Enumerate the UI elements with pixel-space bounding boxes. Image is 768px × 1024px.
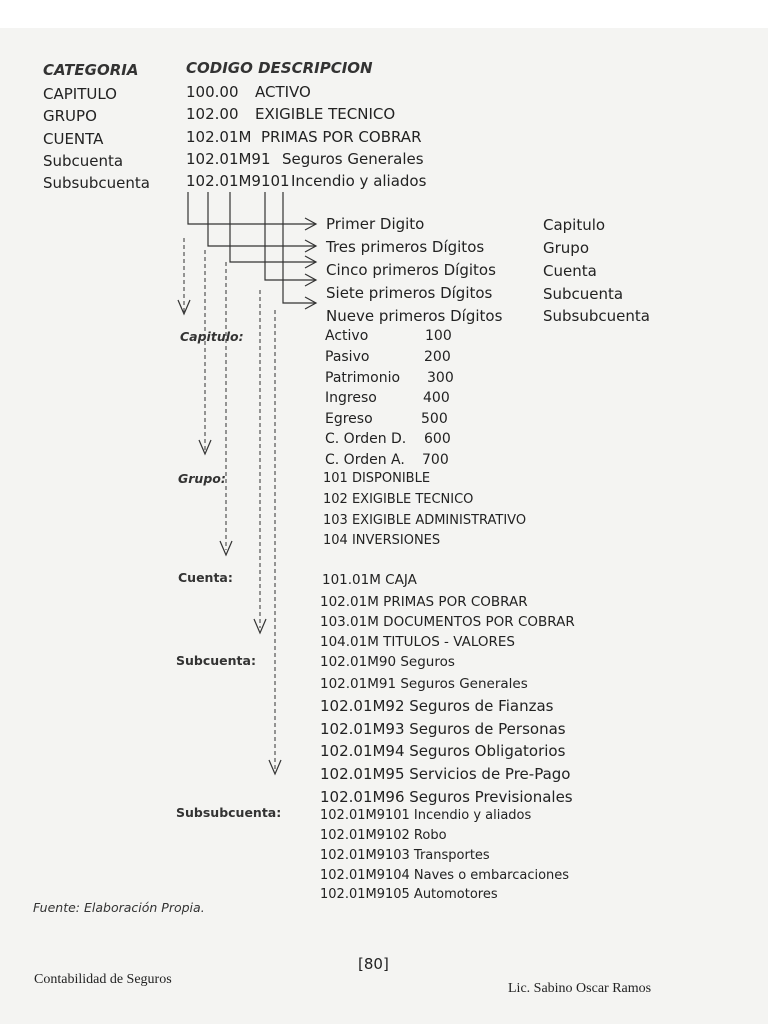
subcuenta-item: 102.01M96 Seguros Previsionales — [320, 788, 573, 806]
row-description: PRIMAS POR COBRAR — [261, 128, 422, 146]
section-label-capitulo: Capitulo: — [180, 329, 244, 344]
capitulo-code: 100 — [425, 328, 452, 344]
capitulo-name: Activo — [325, 328, 369, 344]
row-description: EXIGIBLE TECNICO — [255, 105, 396, 123]
connector-line — [208, 192, 316, 246]
section-label-subcuenta: Subcuenta: — [176, 653, 256, 668]
subsubcuenta-item: 102.01M9103 Transportes — [320, 848, 490, 863]
capitulo-code: 600 — [424, 431, 451, 447]
subsubcuenta-item: 102.01M9102 Robo — [320, 828, 447, 843]
row-description: Seguros Generales — [282, 150, 424, 168]
capitulo-code: 300 — [427, 370, 454, 386]
capitulo-name: Egreso — [325, 411, 373, 427]
grupo-item: 103 EXIGIBLE ADMINISTRATIVO — [323, 513, 527, 528]
row-code: 102.01M91 — [186, 150, 271, 168]
section-label-subsubcuenta: Subsubcuenta: — [176, 805, 282, 820]
subcuenta-item: 102.01M91 Seguros Generales — [320, 676, 528, 692]
capitulo-code: 400 — [423, 390, 450, 406]
row-category: CUENTA — [43, 130, 104, 148]
cuenta-item: 104.01M TITULOS - VALORES — [320, 634, 515, 650]
row-code: 102.01M9101 — [186, 172, 290, 190]
subcuenta-item: 102.01M90 Seguros — [320, 654, 455, 670]
header-codigo-descripcion: CODIGO DESCRIPCION — [186, 59, 373, 77]
page-number: [80] — [358, 955, 389, 973]
source-note: Fuente: Elaboración Propia. — [33, 900, 205, 915]
digit-level: Grupo — [543, 239, 589, 257]
row-category: Subsubcuenta — [43, 174, 150, 192]
subcuenta-item: 102.01M95 Servicios de Pre-Pago — [320, 765, 571, 783]
row-code: 100.00 — [186, 83, 239, 101]
grupo-item: 104 INVERSIONES — [323, 533, 441, 548]
grupo-item: 102 EXIGIBLE TECNICO — [323, 492, 474, 507]
connector-line — [283, 192, 316, 303]
row-category: GRUPO — [43, 107, 97, 125]
subcuenta-item: 102.01M94 Seguros Obligatorios — [320, 742, 566, 760]
capitulo-code: 200 — [424, 349, 451, 365]
row-description: Incendio y aliados — [291, 172, 427, 190]
section-label-cuenta: Cuenta: — [178, 570, 233, 585]
digit-level: Subsubcuenta — [543, 307, 650, 325]
digit-text: Tres primeros Dígitos — [326, 238, 485, 256]
footer-right: Lic. Sabino Oscar Ramos — [508, 981, 652, 996]
cuenta-item: 103.01M DOCUMENTOS POR COBRAR — [320, 614, 575, 630]
row-description: ACTIVO — [255, 83, 311, 101]
digit-text: Cinco primeros Dígitos — [326, 261, 496, 279]
footer-left: Contabilidad de Seguros — [34, 972, 172, 987]
capitulo-name: Patrimonio — [325, 370, 401, 386]
capitulo-name: C. Orden A. — [325, 452, 405, 468]
subsubcuenta-item: 102.01M9105 Automotores — [320, 887, 498, 902]
section-label-grupo: Grupo: — [178, 471, 226, 486]
capitulo-name: Pasivo — [325, 349, 370, 365]
subsubcuenta-item: 102.01M9104 Naves o embarcaciones — [320, 868, 570, 883]
capitulo-code: 700 — [422, 452, 449, 468]
capitulo-name: Ingreso — [325, 390, 377, 406]
capitulo-name: C. Orden D. — [325, 431, 407, 447]
row-category: CAPITULO — [43, 85, 117, 103]
digit-text: Siete primeros Dígitos — [326, 284, 493, 302]
digit-level: Capitulo — [543, 216, 606, 234]
row-code: 102.01M — [186, 128, 252, 146]
digit-text: Nueve primeros Dígitos — [326, 307, 503, 325]
connector-line — [188, 192, 316, 224]
digit-text: Primer Digito — [326, 215, 425, 233]
subcuenta-item: 102.01M93 Seguros de Personas — [320, 720, 566, 738]
capitulo-code: 500 — [421, 411, 448, 427]
subsubcuenta-item: 102.01M9101 Incendio y aliados — [320, 808, 532, 823]
row-category: Subcuenta — [43, 152, 124, 170]
grupo-item: 101 DISPONIBLE — [323, 471, 431, 486]
digit-level: Cuenta — [543, 262, 597, 280]
subcuenta-item: 102.01M92 Seguros de Fianzas — [320, 697, 554, 715]
header-categoria: CATEGORIA — [43, 61, 139, 79]
digit-level: Subcuenta — [543, 285, 624, 303]
connector-line — [230, 192, 316, 262]
cuenta-item: 101.01M CAJA — [322, 572, 417, 588]
row-code: 102.00 — [186, 105, 239, 123]
cuenta-item: 102.01M PRIMAS POR COBRAR — [320, 594, 528, 610]
